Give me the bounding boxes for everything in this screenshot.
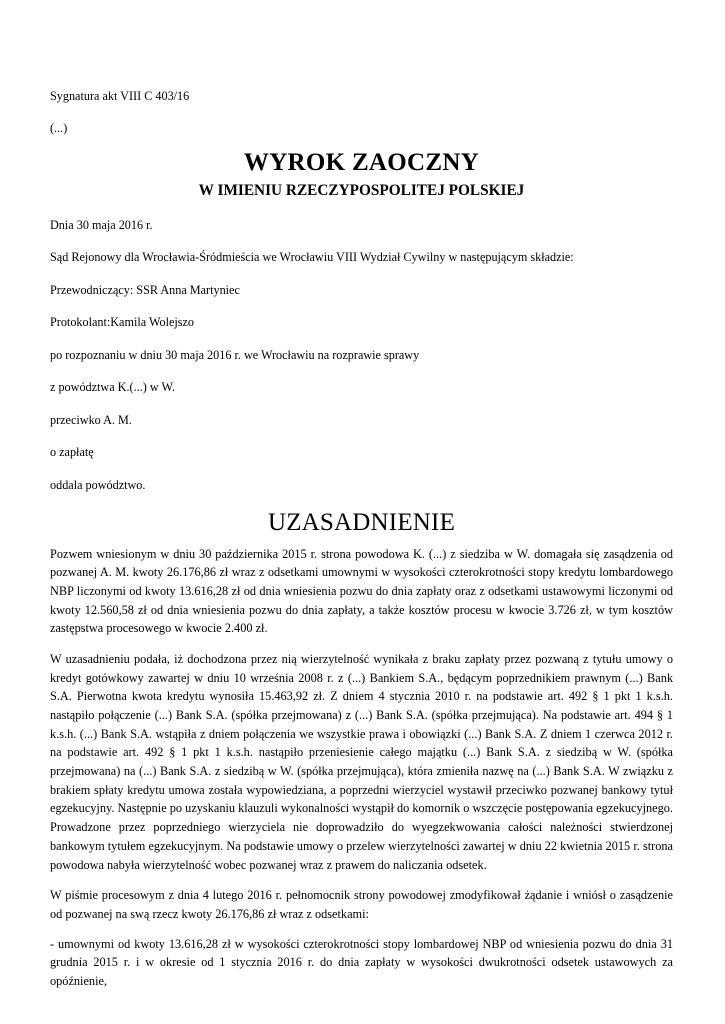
header-line-subject: o zapłatę — [50, 445, 94, 460]
document-subtitle: W IMIENIU RZECZYPOSPOLITEJ POLSKIEJ — [198, 182, 525, 200]
document-title: WYROK ZAOCZNY — [243, 148, 480, 176]
header-line-date: Dnia 30 maja 2016 r. — [50, 217, 153, 232]
header-line-hearing: po rozpoznaniu w dniu 30 maja 2016 r. we Wrocławiu na rozprawie sprawy — [50, 347, 420, 362]
paragraph-interest-item: - umownymi od kwoty 13.616,28 zł w wysokości czterokrotności stopy lombardowej NBP od wniesienia pozwu do dnia 31 grudnia 2015 r. i w okresie od 1 stycznia 2016 r. do dnia zapłaty w wysokości dwukrotności odsetek ustawowych za opóźnienie, — [50, 936, 673, 988]
case-number: Sygnatura akt VIII C 403/16 — [50, 89, 190, 103]
header-line-plaintiff: z powództwa K.(...) w W. — [50, 380, 175, 395]
paragraph-justification: W uzasadnieniu podała, iż dochodzona przez nią wierzytelność wynikała z braku zapłaty przez pozwaną z tytułu umowy o kredyt gotówkowy zawartej w dniu 10 września 2008 r. z (...) Bankiem S.A., będącym poprzednikiem prawnym (...) Bank S.A. Pierwotna kwota kredytu wynosiła 15.463,92 zł. Z dniem 4 stycznia 2010 r. na podstawie art. 492 § 1 pkt 1 k.s.h. nastąpiło połączenie (...) Bank S.A. (spółka przejmowana) z (...) Bank S.A. (spółka przejmująca). Na podstawie art. 494 § 1 k.s.h. (...) Bank S.A. wstąpiła z dniem połączenia we wszystkie prawa i obowiązki (...) Bank S.A. Z dniem 1 czerwca 2012 r. na podstawie art. 492 § 1 pkt 1 k.s.h. nastąpiło przeniesienie całego majątku (...) Bank S.A. z siedzibą w W. (spółka przejmowana) na (...) Bank S.A. z siedzibą w W. (spółka przejmująca), która zmieniła nazwę na (...) Bank S.A. W związku z brakiem spłaty kredytu umowa została wypowiedziana, a poprzedni wierzyciel wystawił przeciwko pozwanej bankowy tytuł egzekucyjny. Następnie po uzyskaniu klauzuli wykonalności wystąpił do komornik o wszczęcie postępowania egzekucyjnego. Prowadzone przez poprzedniego wierzyciela nie doprowadziło do wyegzekwowania całości należności stwierdzonej bankowym tytułem egzekucyjnym. Na podstawie umowy o przelew wierzytelności zawartej w dniu 22 kwietnia 2015 r. strona powodowa nabyła wierzytelność wobec pozwanej wraz z prawem do naliczania odsetek. — [50, 651, 673, 872]
header-line-clerk: Protokolant:Kamila Wolejszo — [50, 315, 195, 330]
section-title-justification: UZASADNIENIE — [267, 509, 456, 536]
header-line-ruling: oddala powództwo. — [50, 477, 146, 492]
header-line-judge: Przewodniczący: SSR Anna Martyniec — [50, 282, 240, 297]
paragraph-claim: Pozwem wniesionym w dniu 30 października 2015 r. strona powodowa K. (...) z siedziba w W. domagała się zasądzenia od pozwanej A. M. kwoty 26.176,86 zł wraz z odsetkami umownymi w wysokości czterokrotności stopy kredytu lombardowego NBP liczonymi od kwoty 13.616,28 zł od dnia wniesienia pozwu do dnia zapłaty oraz z odsetkami ustawowymi liczonymi od kwoty 12.560,58 zł od dnia wniesienia pozwu do dnia zapłaty, a także kosztów procesu w kwocie 3.726 zł, w tym kosztów zastępstwa procesowego w kwocie 2.400 zł. — [50, 546, 673, 636]
header-line-defendant: przeciwko A. M. — [50, 412, 132, 427]
paragraph-amendment: W piśmie procesowym z dnia 4 lutego 2016 r. pełnomocnik strony powodowej zmodyfikował żądanie i wniósł o zasądzenie od pozwanej na swą rzecz kwoty 26.176,86 zł wraz z odsetkami: — [50, 888, 673, 921]
omission-marker: (...) — [50, 121, 68, 136]
header-line-court: Sąd Rejonowy dla Wrocławia-Śródmieścia we Wrocławiu VIII Wydział Cywilny w następującym składzie: — [50, 250, 574, 265]
